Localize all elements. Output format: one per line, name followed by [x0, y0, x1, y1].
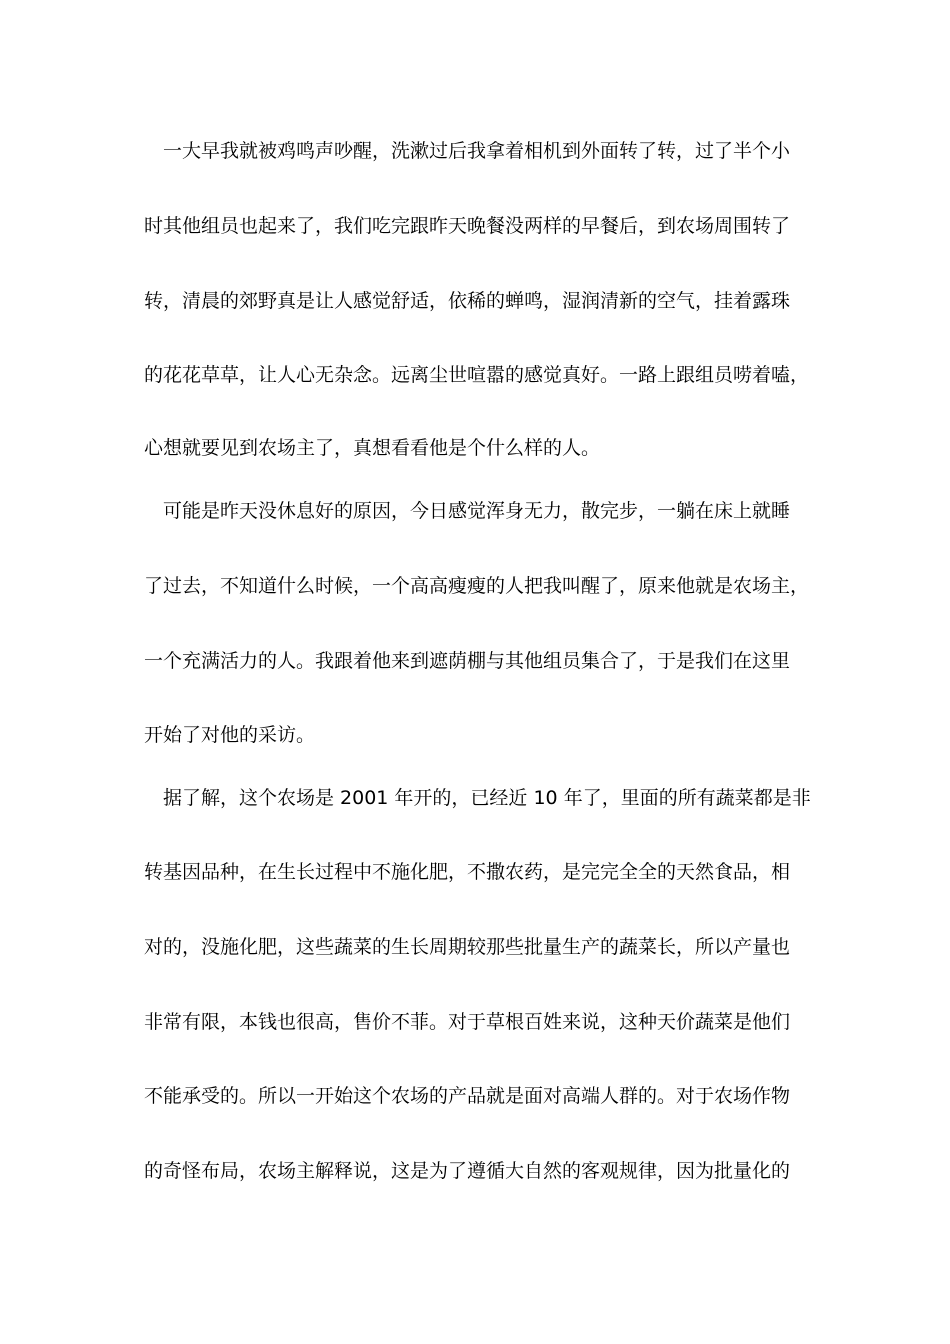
- paragraph-3-line-6: 的奇怪布局，农场主解释说，这是为了遵循大自然的客观规律，因为批量化的: [144, 1160, 791, 1182]
- paragraph-3-line-5: 不能承受的。所以一开始这个农场的产品就是面对高端人群的。对于农场作物: [144, 1085, 791, 1107]
- paragraph-3-line-2: 转基因品种，在生长过程中不施化肥，不撒农药，是完完全全的天然食品，相: [144, 861, 791, 883]
- paragraph-1-line-4: 的花花草草，让人心无杂念。远离尘世喧嚣的感觉真好。一路上跟组员唠着嗑，: [144, 364, 810, 386]
- paragraph-2-line-2: 了过去，不知道什么时候，一个高高瘦瘦的人把我叫醒了，原来他就是农场主，: [144, 575, 810, 597]
- paragraph-1-line-2: 时其他组员也起来了，我们吃完跟昨天晚餐没两样的早餐后，到农场周围转了: [144, 215, 791, 237]
- paragraph-1-line-5: 心想就要见到农场主了，真想看看他是个什么样的人。: [144, 437, 601, 459]
- paragraph-3-line-4: 非常有限，本钱也很高，售价不菲。对于草根百姓来说，这种天价蔬菜是他们: [144, 1011, 791, 1033]
- paragraph-1-line-1: 一大早我就被鸡鸣声吵醒，洗漱过后我拿着相机到外面转了转，过了半个小: [144, 140, 791, 162]
- paragraph-3-line-1: 据了解，这个农场是 2001 年开的，已经近 10 年了，里面的所有蔬菜都是非: [144, 787, 811, 809]
- paragraph-2-line-3: 一个充满活力的人。我跟着他来到遮荫棚与其他组员集合了，于是我们在这里: [144, 650, 791, 672]
- paragraph-1-line-3: 转，清晨的郊野真是让人感觉舒适，依稀的蝉鸣，湿润清新的空气，挂着露珠: [144, 290, 791, 312]
- paragraph-3-line-3: 对的，没施化肥，这些蔬菜的生长周期较那些批量生产的蔬菜长，所以产量也: [144, 936, 791, 958]
- paragraph-2-line-4: 开始了对他的采访。: [144, 724, 316, 746]
- paragraph-2-line-1: 可能是昨天没休息好的原因，今日感觉浑身无力，散完步，一躺在床上就睡: [144, 500, 791, 522]
